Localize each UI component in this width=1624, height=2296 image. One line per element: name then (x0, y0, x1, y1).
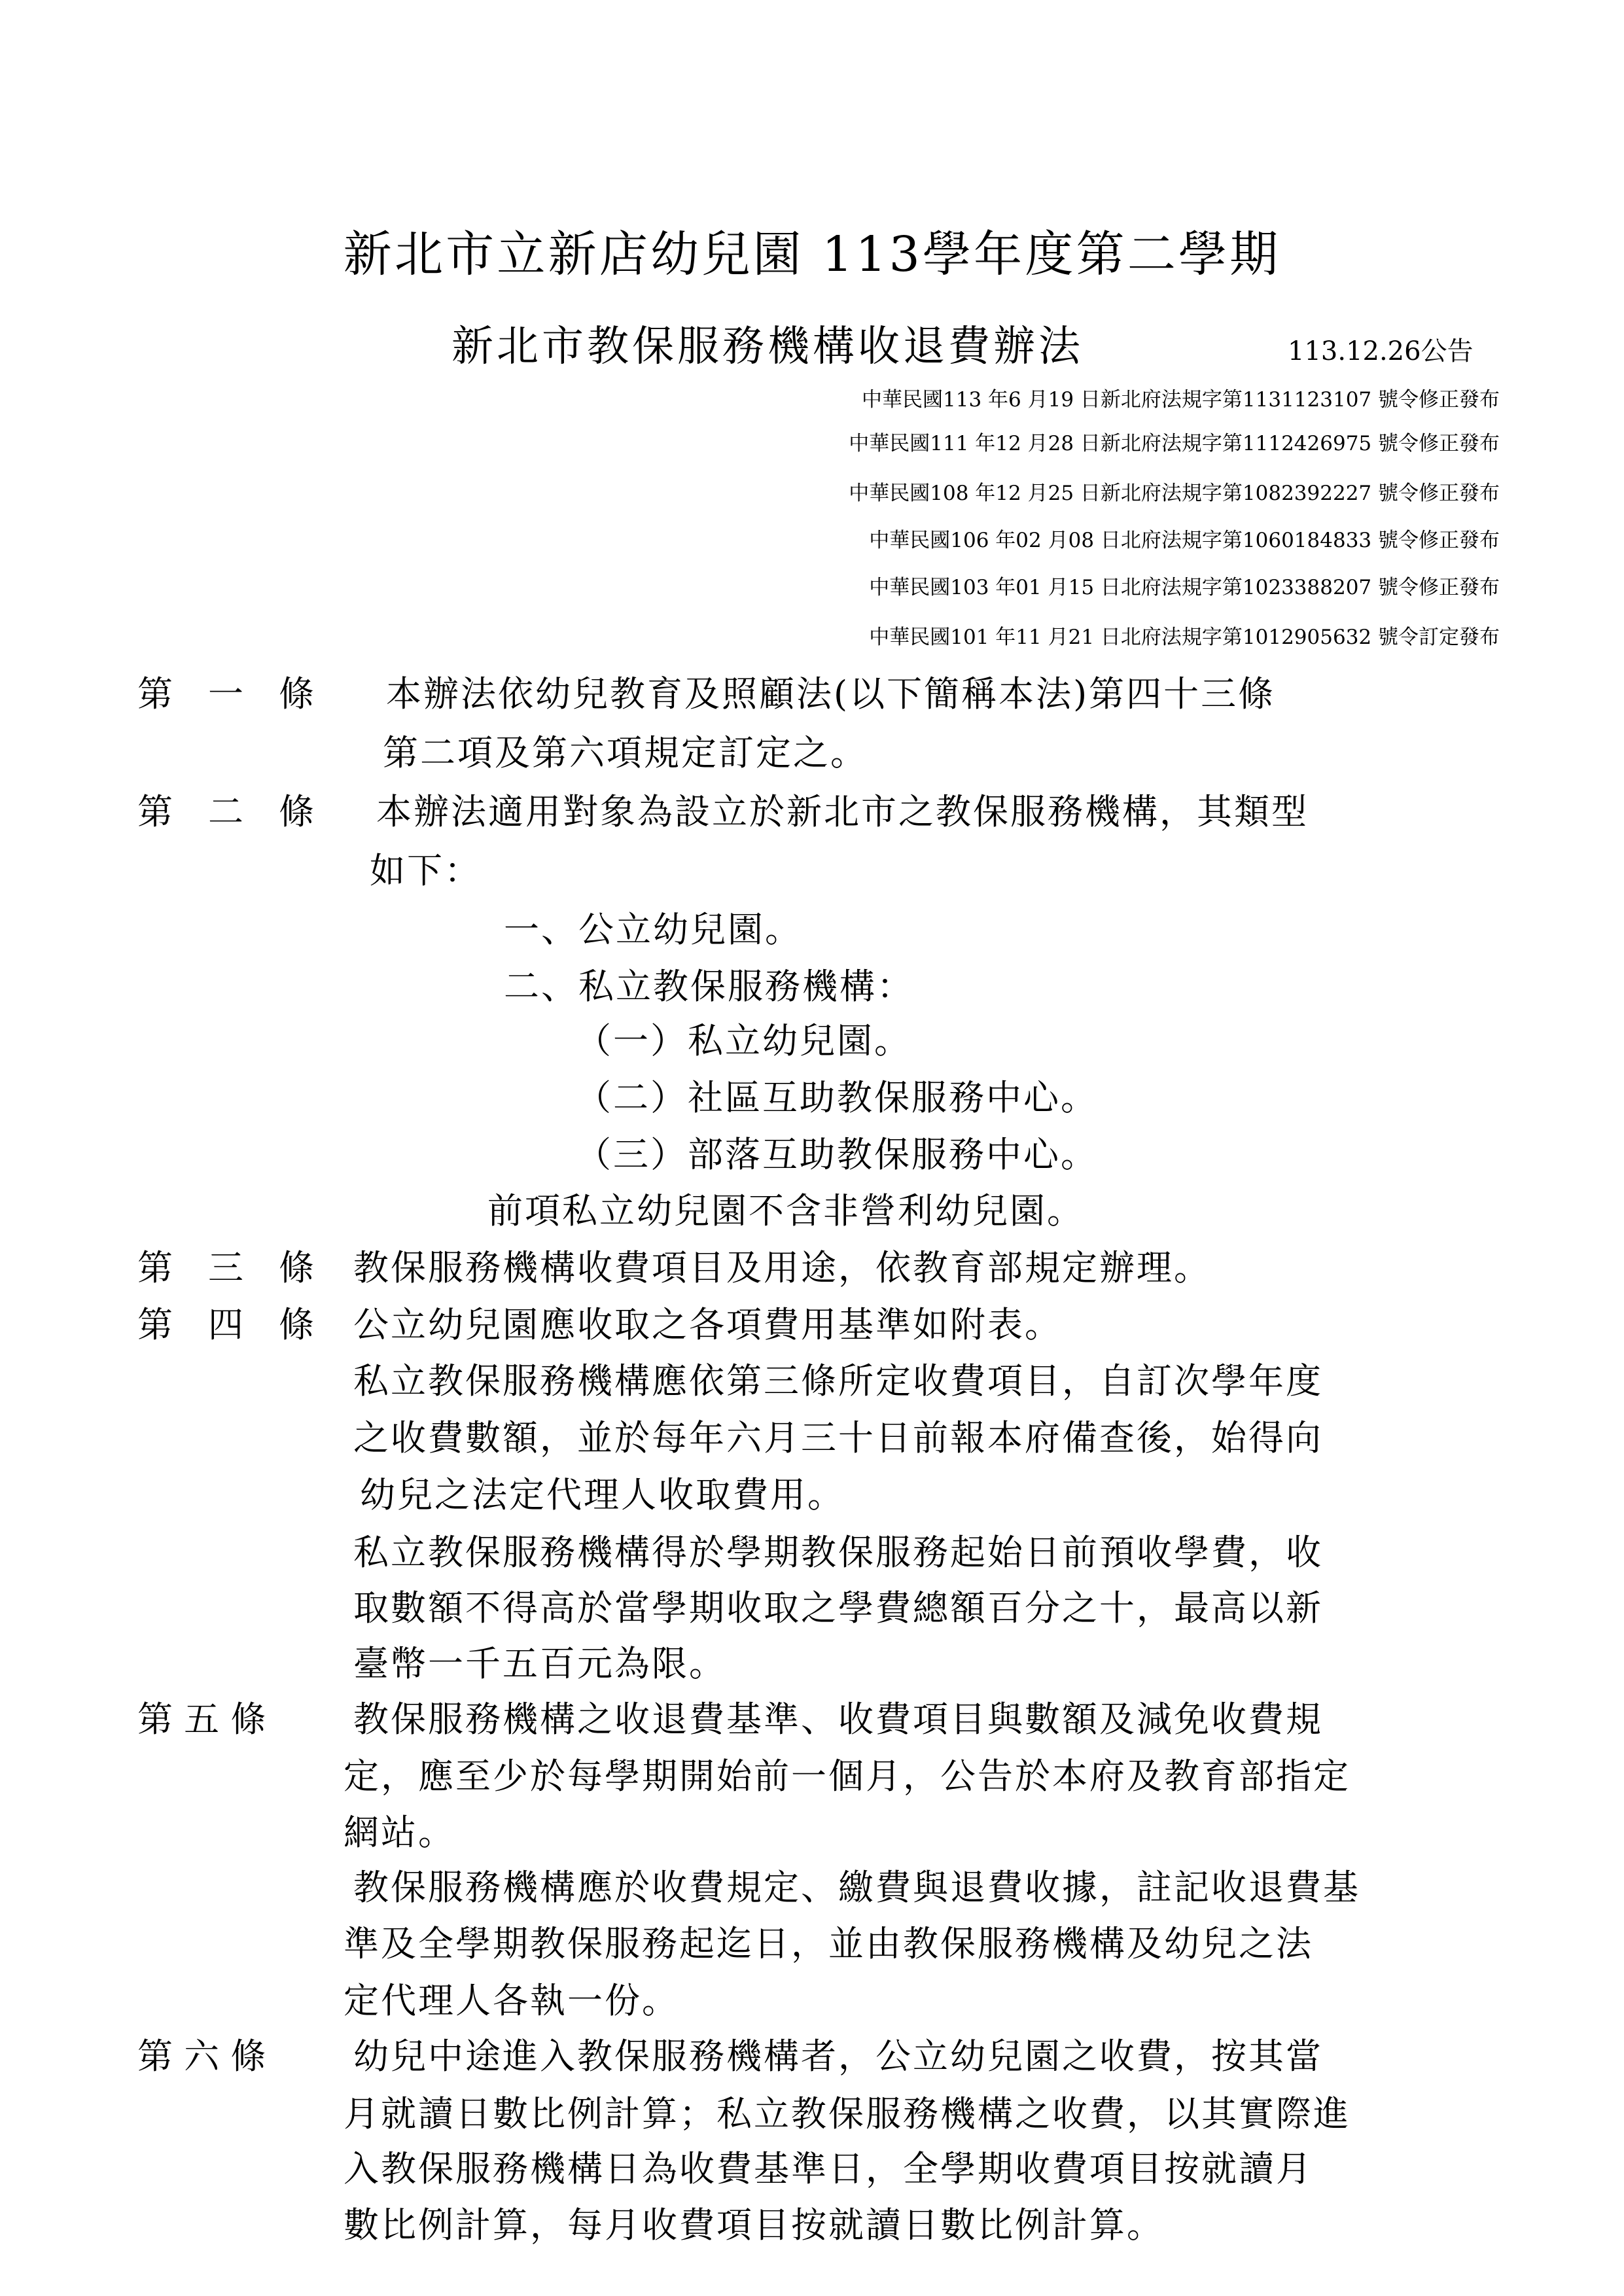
article-line: 本辦法適用對象為設立於新北市之教保服務機構，其類型 (376, 791, 1309, 832)
article-line: 教保服務機構應於收費規定、繳費與退費收據，註記收退費基 (353, 1867, 1360, 1908)
article-line: 教保服務機構之收退費基準、收費項目與數額及減免收費規 (353, 1699, 1323, 1740)
article-number: 第 二 條 (137, 791, 314, 832)
article-number: 第 六 條 (137, 2036, 266, 2077)
article-line: 數比例計算，每月收費項目按就讀日數比例計算。 (344, 2204, 1164, 2246)
regulation-title: 新北市教保服務機構收退費辦法 (451, 323, 1084, 371)
article-line: 教保服務機構收費項目及用途，依教育部規定辦理。 (353, 1247, 1211, 1288)
article-line: 幼兒之法定代理人收取費用。 (360, 1474, 845, 1515)
article-line: 定，應至少於每學期開始前一個月，公告於本府及教育部指定 (344, 1756, 1350, 1797)
article-number: 第 三 條 (137, 1247, 314, 1288)
history-line: 中華民國108 年12 月25 日新北府法規字第1082392227 號令修正發布 (849, 482, 1500, 505)
article-line: 臺幣一千五百元為限。 (353, 1643, 726, 1684)
article-line: （三）部落互助教保服務中心。 (576, 1134, 1098, 1175)
article-line: 網站。 (344, 1812, 455, 1853)
article-line: 準及全學期教保服務起迄日，並由教保服務機構及幼兒之法 (344, 1923, 1313, 1964)
article-line: 幼兒中途進入教保服務機構者，公立幼兒園之收費，按其當 (353, 2036, 1323, 2077)
article-line: 取數額不得高於當學期收取之學費總額百分之十，最高以新 (353, 1587, 1323, 1629)
article-number: 第 四 條 (137, 1304, 314, 1345)
article-line: 入教保服務機構日為收費基準日，全學期收費項目按就讀月 (344, 2148, 1313, 2189)
article-number: 第 五 條 (137, 1699, 266, 1740)
article-line: （一）私立幼兒園。 (576, 1020, 911, 1061)
article-line: 二、私立教保服務機構： (504, 966, 914, 1007)
page-title: 新北市立新店幼兒園 113學年度第二學期 (343, 226, 1281, 283)
article-line: 公立幼兒園應收取之各項費用基準如附表。 (353, 1304, 1062, 1345)
article-line: 私立教保服務機構得於學期教保服務起始日前預收學費，收 (353, 1532, 1323, 1573)
article-line: 之收費數額，並於每年六月三十日前報本府備查後，始得向 (353, 1417, 1323, 1458)
article-line: 私立教保服務機構應依第三條所定收費項目，自訂次學年度 (353, 1360, 1323, 1402)
article-line: 月就讀日數比例計算；私立教保服務機構之收費，以其實際進 (344, 2093, 1350, 2134)
history-line: 中華民國106 年02 月08 日北府法規字第1060184833 號令修正發布 (869, 529, 1500, 552)
article-line: 前項私立幼兒園不含非營利幼兒園。 (487, 1190, 1084, 1231)
history-line: 中華民國113 年6 月19 日新北府法規字第1131123107 號令修正發布 (862, 388, 1500, 412)
article-number: 第 一 條 (137, 673, 314, 715)
article-line: 本辦法依幼兒教育及照顧法(以下簡稱本法)第四十三條 (386, 673, 1276, 715)
article-line: 定代理人各執一份。 (344, 1980, 679, 2021)
history-line: 中華民國103 年01 月15 日北府法規字第1023388207 號令修正發布 (869, 576, 1500, 599)
article-line: （二）社區互助教保服務中心。 (576, 1077, 1098, 1118)
notice-date: 113.12.26公告 (1288, 336, 1474, 366)
article-line: 第二項及第六項規定訂定之。 (383, 732, 868, 773)
history-line: 中華民國111 年12 月28 日新北府法規字第1112426975 號令修正發布 (849, 432, 1500, 455)
history-line: 中華民國101 年11 月21 日北府法規字第1012905632 號令訂定發布 (869, 626, 1500, 649)
article-line: 一、公立幼兒園。 (504, 909, 802, 950)
article-line: 如下： (370, 850, 482, 891)
